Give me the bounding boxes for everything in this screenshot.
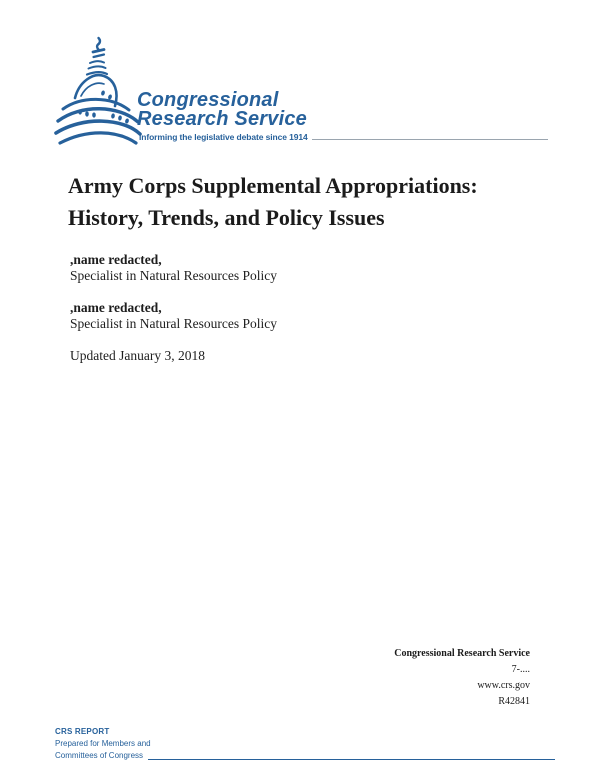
author-1-name: ,name redacted, (70, 252, 162, 267)
capitol-dome-icon (53, 36, 143, 148)
footer-website: www.crs.gov (477, 680, 530, 691)
author-block (70, 252, 470, 364)
report-number: R42841 (498, 696, 530, 707)
report-title-line1: Army Corps Supplemental Appropriations: (68, 173, 478, 198)
header-rule (312, 139, 548, 140)
crs-brand (137, 91, 548, 142)
brand-name-line2: Research Service (137, 108, 307, 130)
updated-date: Updated January 3, 2018 (70, 348, 205, 363)
brand-tagline: Informing the legislative debate since 1914 (139, 132, 308, 142)
author-2-role: Specialist in Natural Resources Policy (70, 316, 277, 331)
author-2-name: ,name redacted, (70, 300, 162, 315)
author-1-role: Specialist in Natural Resources Policy (70, 268, 277, 283)
footer-committees-row (55, 750, 555, 762)
footer-committees-line: Committees of Congress (55, 751, 144, 760)
brand-tagline-row (137, 132, 548, 142)
author-2 (70, 300, 470, 332)
brand-name-line1: Congressional (137, 89, 279, 111)
footer-org: Congressional Research Service (394, 648, 530, 659)
footer-prepared-line: Prepared for Members and (55, 739, 151, 748)
footer-rule (148, 759, 555, 760)
author-1 (70, 252, 470, 284)
footer-right (394, 646, 530, 710)
report-title-line2: History, Trends, and Policy Issues (68, 205, 385, 230)
footer-left (55, 726, 555, 762)
footer-phone: 7-.... (511, 664, 530, 675)
report-title (68, 170, 548, 234)
footer-crs-report-label: CRS REPORT (55, 727, 110, 736)
